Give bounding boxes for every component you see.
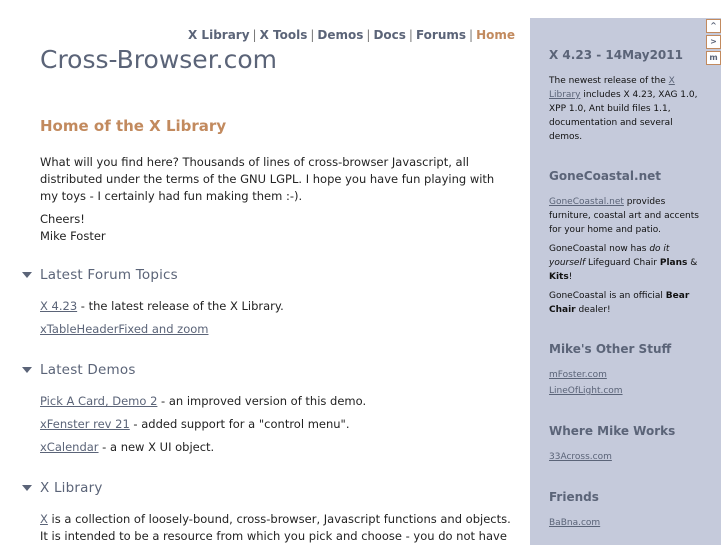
strong-text: Plans	[659, 258, 688, 268]
collapse-triangle-icon[interactable]	[22, 485, 32, 491]
text: !	[568, 272, 573, 282]
section-x-library[interactable]	[40, 480, 515, 497]
lineoflight-link[interactable]: LineOfLight.com	[549, 386, 623, 396]
nav-separator: |	[469, 28, 474, 42]
forum-link-x423[interactable]: X 4.23	[40, 299, 78, 313]
text: dealer!	[575, 305, 611, 315]
page-tool-buttons	[706, 19, 721, 67]
list-item	[40, 416, 515, 433]
sidebar-heading-friends: Friends	[549, 490, 599, 504]
sign-off	[40, 211, 515, 245]
text: provides furniture, coastal art and accents for your home and patio.	[549, 197, 699, 235]
section-latest-demos[interactable]	[40, 362, 515, 379]
list-item	[40, 393, 515, 410]
x-library-link[interactable]: X Library	[549, 76, 675, 100]
nav-separator: |	[252, 28, 257, 42]
list-item	[549, 384, 704, 398]
text: Lifeguard Chair	[585, 258, 660, 268]
demo-link-xfenster[interactable]: xFenster rev 21	[40, 417, 130, 431]
text: includes X 4.23, XAG 1.0, XPP 1.0, Ant build files 1.1, documentation and several demos.	[549, 90, 698, 142]
text: GoneCoastal is an official	[549, 291, 666, 301]
sidebar-heading-gonecoastal: GoneCoastal.net	[549, 169, 661, 183]
nav-link-forums[interactable]: Forums	[415, 28, 467, 42]
menu-button[interactable]: m	[706, 51, 721, 65]
list-item	[40, 439, 515, 456]
list-item	[549, 516, 704, 530]
section-forum-topics[interactable]	[40, 267, 515, 284]
list-item	[549, 450, 704, 464]
cheers-text: Cheers!	[40, 212, 85, 226]
gonecoastal-paragraph	[549, 195, 704, 237]
nav-link-x-library[interactable]: X Library	[188, 28, 250, 42]
list-item	[549, 368, 704, 382]
x-library-paragraph	[40, 511, 515, 545]
demo-link-xcalendar[interactable]: xCalendar	[40, 440, 99, 454]
section-title: X Library	[40, 480, 103, 496]
nav-separator: |	[408, 28, 413, 42]
forum-link-xtableheaderfixed[interactable]: xTableHeaderFixed and zoom	[40, 322, 209, 336]
gonecoastal-link[interactable]: GoneCoastal.net	[549, 197, 624, 207]
nav-link-demos[interactable]: Demos	[317, 28, 364, 42]
sidebar-heading-release: X 4.23 - 14May2011	[549, 48, 683, 62]
item-description: - an improved version of this demo.	[157, 394, 367, 408]
nav-separator: |	[366, 28, 371, 42]
list-item	[40, 298, 515, 315]
item-description: - the latest release of the X Library.	[77, 299, 284, 313]
sidebar	[530, 18, 721, 545]
item-description: - added support for a "control menu".	[129, 417, 350, 431]
strong-text: Kits	[549, 272, 569, 282]
gonecoastal-dealer-paragraph	[549, 289, 704, 317]
top-navigation	[188, 28, 515, 42]
next-button[interactable]: >	[706, 35, 721, 49]
signature: Mike Foster	[40, 229, 106, 243]
main-content	[40, 118, 515, 551]
release-paragraph	[549, 74, 704, 144]
section-title: Latest Forum Topics	[40, 267, 178, 283]
strong-text: Bear Chair	[549, 291, 690, 315]
site-title: Cross-Browser.com	[40, 45, 278, 74]
page-heading: Home of the X Library	[40, 117, 227, 135]
mfoster-link[interactable]: mFoster.com	[549, 370, 607, 380]
collapse-triangle-icon[interactable]	[22, 272, 32, 278]
text: The newest release of the	[549, 76, 669, 86]
sidebar-heading-other-stuff: Mike's Other Stuff	[549, 342, 672, 356]
section-title: Latest Demos	[40, 362, 136, 378]
x-link[interactable]: X	[40, 512, 48, 526]
demo-link-pick-a-card[interactable]: Pick A Card, Demo 2	[40, 394, 158, 408]
text: &	[687, 258, 698, 268]
nav-link-docs[interactable]: Docs	[373, 28, 406, 42]
gonecoastal-diy-paragraph	[549, 242, 704, 284]
scroll-top-button[interactable]: ^	[706, 19, 721, 33]
text: GoneCoastal now has	[549, 244, 650, 254]
collapse-triangle-icon[interactable]	[22, 367, 32, 373]
nav-link-x-tools[interactable]: X Tools	[259, 28, 308, 42]
intro-paragraph: What will you find here? Thousands of lines of cross-browser Javascript, all distributed under the terms of the GNU LGPL. I hope you have fun playing with my toys - I certainly had fun making them :-).	[40, 155, 495, 203]
nav-separator: |	[310, 28, 315, 42]
sidebar-heading-where-mike-works: Where Mike Works	[549, 424, 676, 438]
33across-link[interactable]: 33Across.com	[549, 452, 612, 462]
babna-link[interactable]: BaBna.com	[549, 518, 601, 528]
emphasis-text: do it yourself	[549, 244, 670, 268]
x-library-description: is a collection of loosely-bound, cross-browser, Javascript functions and objects. It is intended to be a resource from which you pick and choose - you do not have	[40, 512, 511, 543]
nav-link-home[interactable]: Home	[476, 28, 516, 42]
item-description: - a new X UI object.	[98, 440, 215, 454]
list-item	[40, 321, 515, 338]
